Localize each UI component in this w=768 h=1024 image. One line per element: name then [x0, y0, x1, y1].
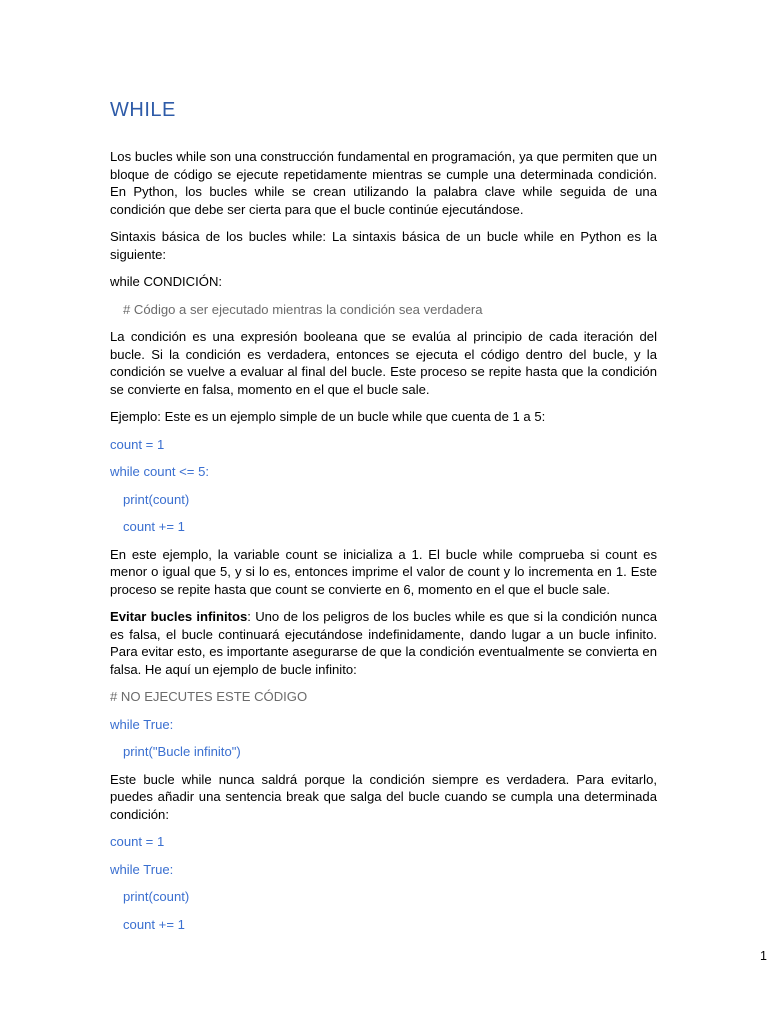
example-explanation-paragraph: En este ejemplo, la variable count se inicializa a 1. El bucle while comprueba si count es menor o igual que 5, y si lo es, entonces imprime el valor de count y lo incrementa en 1. Este proceso se repite hasta que count se convierte en 6, momento en el que el bucle sale.	[110, 546, 657, 597]
break-paragraph: Este bucle while nunca saldrá porque la condición siempre es verdadera. Para evitarlo, puedes añadir una sentencia break que salga del bucle cuando se cumpla una determinada condición:	[110, 771, 657, 822]
infinite-code-comment: # NO EJECUTES ESTE CÓDIGO	[110, 689, 308, 704]
page-number: 1	[760, 949, 767, 963]
example-code-line: while count <= 5:	[110, 464, 209, 479]
infinite-code-line: print("Bucle infinito")	[123, 744, 241, 759]
condition-paragraph: La condición es una expresión booleana que se evalúa al principio de cada iteración del bucle. Si la condición es verdadera, entonces se ejecuta el código dentro del bucle, y la condición se vuelve a evaluar al final del bucle. Este proceso se repite hasta que la condición se convierte en falsa, momento en el que el bucle sale.	[110, 329, 657, 397]
example-code-line: count = 1	[110, 436, 165, 452]
break-code-line: print(count)	[123, 889, 190, 904]
document-page	[110, 0, 767, 1024]
infinite-loop-text: : Uno de los peligros de los bucles while es que si la condición nunca es falsa, el bucle continuará ejecutándose indefinidamente, dando lugar a un bucle infinito. Para evitar esto, es importante asegurarse de que la condición eventualmente se convierta en falsa. He aquí un ejemplo de bucle infinito:	[110, 609, 657, 677]
infinite-loop-paragraph	[110, 608, 657, 678]
break-code-line: while True:	[110, 861, 174, 877]
intro-paragraph: Los bucles while son una construcción fundamental en programación, ya que permiten que un bloque de código se ejecute repetidamente mientras se cumple una determinada condición. En Python, los bucles while se crean utilizando la palabra clave while seguida de una condición que debe ser cierta para que el bucle continúe ejecutándose.	[110, 149, 657, 217]
syntax-intro-paragraph: Sintaxis básica de los bucles while: La sintaxis básica de un bucle while en Python es la siguiente:	[110, 229, 657, 262]
syntax-comment: # Código a ser ejecutado mientras la condición sea verdadera	[123, 301, 483, 317]
example-code-line: count += 1	[123, 519, 185, 534]
infinite-loop-heading: Evitar bucles infinitos	[110, 609, 248, 624]
syntax-line: while CONDICIÓN:	[110, 274, 223, 289]
break-code-line: count += 1	[123, 916, 185, 932]
break-code-line: count = 1	[110, 834, 165, 849]
document-body	[110, 148, 657, 943]
example-code-line: print(count)	[123, 491, 190, 507]
page-title: WHILE	[110, 99, 176, 121]
infinite-code-line: while True:	[110, 716, 174, 732]
example-intro-paragraph: Ejemplo: Este es un ejemplo simple de un bucle while que cuenta de 1 a 5:	[110, 409, 546, 424]
